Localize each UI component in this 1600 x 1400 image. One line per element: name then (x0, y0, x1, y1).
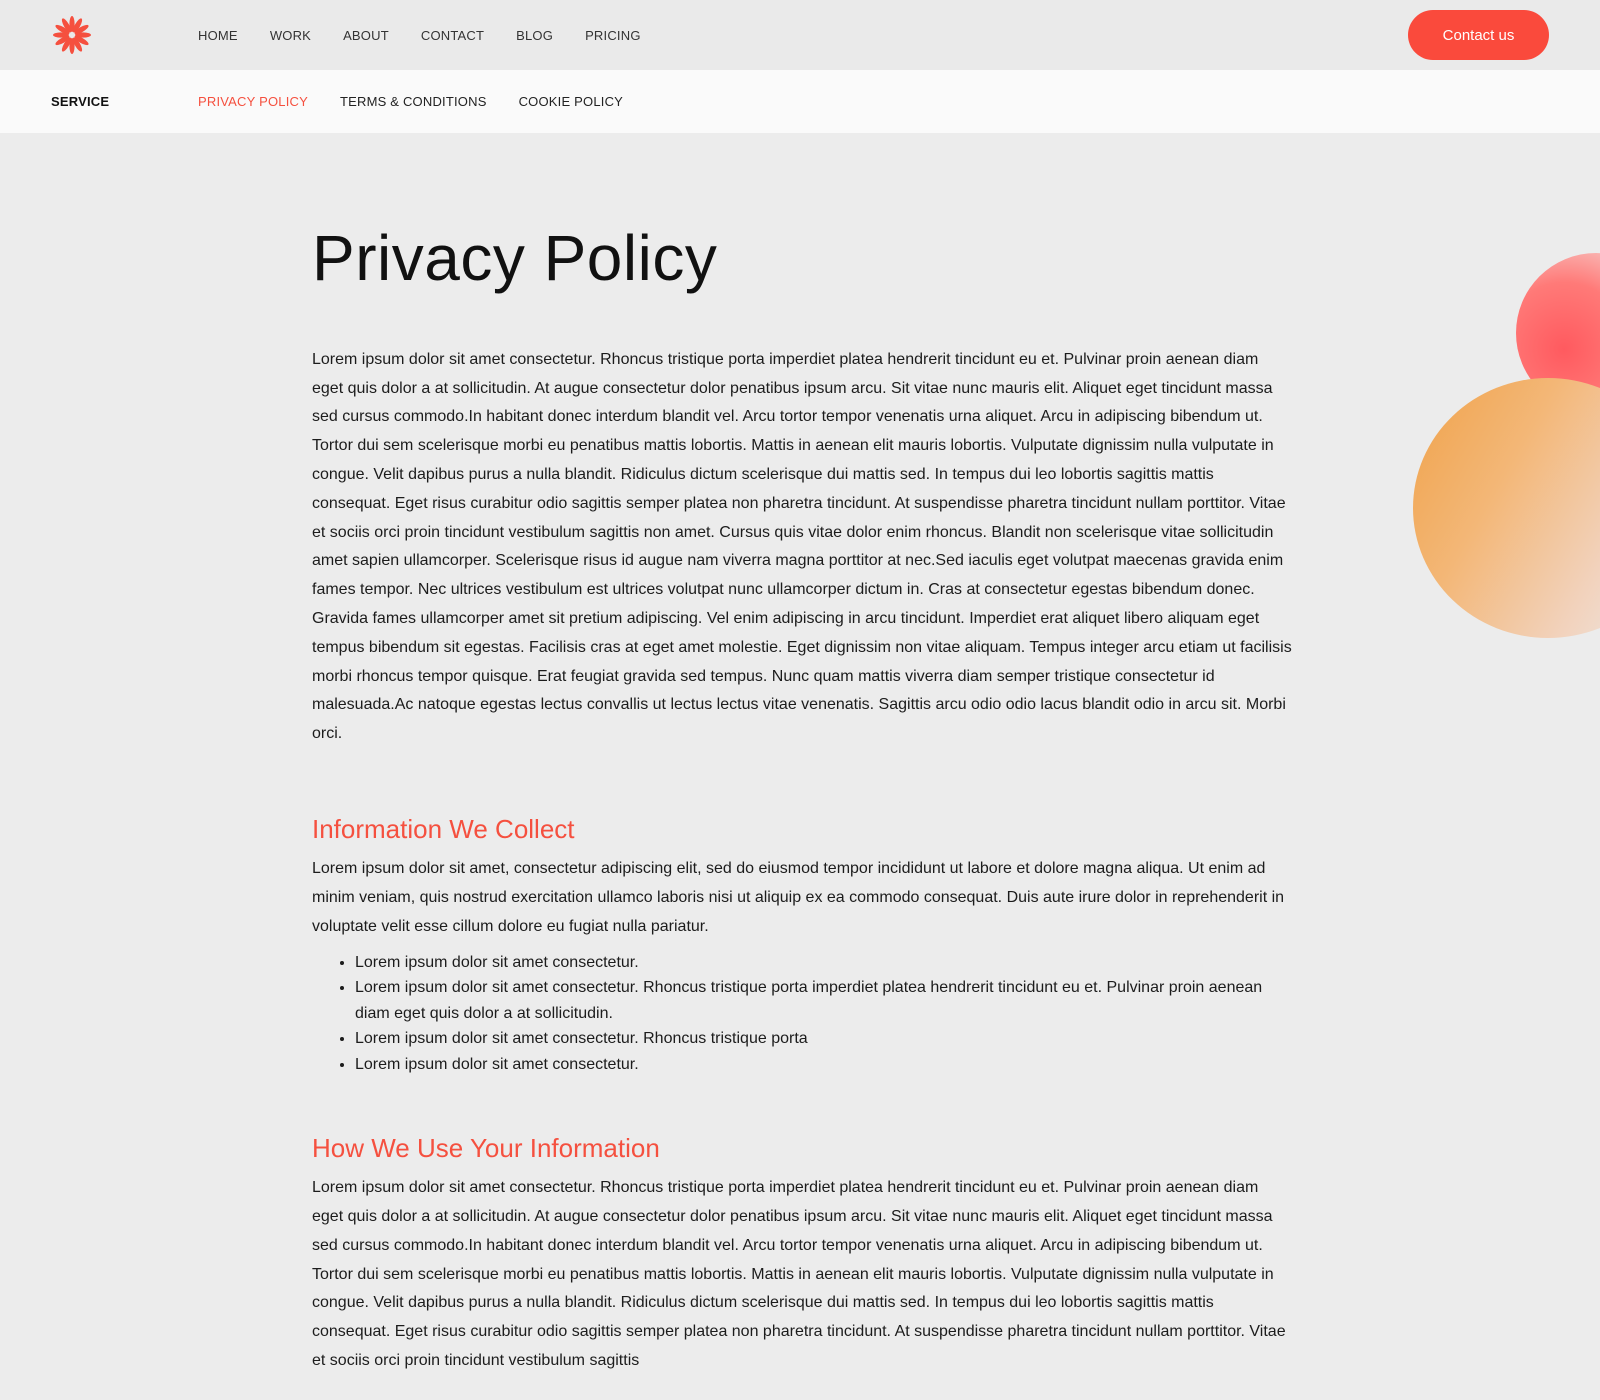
section-paragraph: Lorem ipsum dolor sit amet, consectetur adipiscing elit, sed do eiusmod tempor incididunt ut labore et dolore magna aliqua. Ut enim ad minim veniam, quis nostrud exercitation ullamco laboris nisi ut aliquip ex ea commodo consequat. Duis aute irure dolor in reprehenderit in voluptate velit esse cillum dolore eu fugiat nulla pariatur. (312, 860, 1285, 935)
list-item: • Lorem ipsum dolor sit amet consectetur. (355, 950, 1292, 976)
service-label: SERVICE (51, 94, 110, 109)
nav-blog-link[interactable]: BLOG (516, 27, 554, 43)
nav-work-link[interactable]: WORK (269, 27, 312, 43)
policy-content (312, 220, 1292, 1376)
decorative-red-circle (1516, 253, 1600, 413)
contact-us-button[interactable]: Contact us (1408, 10, 1549, 60)
policy-nav (198, 70, 655, 133)
cookie-policy-link[interactable]: COOKIE POLICY (518, 94, 624, 109)
top-header (0, 0, 1600, 70)
nav-about-link[interactable]: ABOUT (343, 27, 389, 43)
main-nav (198, 0, 673, 70)
nav-pricing-link[interactable]: PRICING (585, 27, 641, 43)
terms-conditions-link[interactable]: TERMS & CONDITIONS (339, 94, 487, 109)
sub-header (0, 70, 1600, 133)
decorative-orange-circle (1413, 378, 1600, 638)
sunburst-logo-icon[interactable] (50, 13, 94, 57)
list-item: • Lorem ipsum dolor sit amet consectetur. (355, 1052, 1292, 1078)
section-paragraph: Lorem ipsum dolor sit amet consectetur. Rhoncus tristique porta imperdiet platea hendrerit tincidunt eu et. Pulvinar proin aenean diam eget quis dolor a at sollicitudin. At augue consectetur dolor penatibus ipsum arcu. Sit vitae nunc mauris elit. Aliquet eget tincidunt massa sed cursus commodo.In habitant donec interdum blandit vel. Arcu tortor tempor venenatis urna aliquet. Arcu in adipiscing bibendum ut. Tortor dui sem scelerisque morbi eu penatibus mattis lobortis. Mattis in aenean elit mauris lobortis. Vulputate dignissim nulla vulputate in congue. Velit dapibus purus a nulla blandit. Ridiculus dictum scelerisque dui mattis sed. In tempus dui leo lobortis sagittis mattis consequat. Eget risus curabitur odio sagittis semper platea non pharetra tincidunt. At suspendisse pharetra tincidunt nullam porttitor. Vitae et sociis orci proin tincidunt vestibulum sagittis (312, 1179, 1286, 1369)
bullet-list (312, 950, 1292, 1078)
privacy-policy-link[interactable]: PRIVACY POLICY (198, 94, 308, 109)
list-item: • Lorem ipsum dolor sit amet consectetur. Rhoncus tristique porta imperdiet platea hendrerit tincidunt eu et. Pulvinar proin aenean diam eget quis dolor a at sollicitudin. (355, 975, 1292, 1026)
list-item: • Lorem ipsum dolor sit amet consectetur. Rhoncus tristique porta (355, 1026, 1292, 1052)
intro-paragraph: Lorem ipsum dolor sit amet consectetur. Rhoncus tristique porta imperdiet platea hendrerit tincidunt eu et. Pulvinar proin aenean diam eget quis dolor a at sollicitudin. At augue consectetur dolor penatibus ipsum arcu. Sit vitae nunc mauris elit. Aliquet eget tincidunt massa sed cursus commodo.In habitant donec interdum blandit vel. Arcu tortor tempor venenatis urna aliquet. Arcu in adipiscing bibendum ut. Tortor dui sem scelerisque morbi eu penatibus mattis lobortis. Mattis in aenean elit mauris lobortis. Vulputate dignissim nulla vulputate in congue. Velit dapibus purus a nulla blandit. Ridiculus dictum scelerisque dui mattis sed. In tempus dui leo lobortis sagittis mattis consequat. Eget risus curabitur odio sagittis semper platea non pharetra tincidunt. At suspendisse pharetra tincidunt nullam porttitor. Vitae et sociis orci proin tincidunt vestibulum sagittis non amet. Cursus quis vitae dolor enim rhoncus. Blandit non scelerisque vitae sollicitudin amet sapien ullamcorper. Scelerisque risus id augue nam viverra magna porttitor at nec.Sed iaculis eget volutpat maecenas gravida enim fames tempor. Nec ultrices vestibulum est ultrices volutpat nunc ullamcorper dictum in. Cras at consectetur egestas bibendum donec. Gravida fames ullamcorper amet sit pretium adipiscing. Vel enim adipiscing in arcu tincidunt. Imperdiet erat aliquet libero aliquam eget tempus bibendum sit egestas. Facilisis cras at eget amet molestie. Eget dignissim non vitae aliquam. Tempus integer arcu etiam ut facilisis morbi rhoncus tempor quisque. Erat feugiat gravida sed tempus. Nunc quam mattis viverra diam semper tristique consectetur id malesuada.Ac natoque egestas lectus convallis ut lectus lectus vitae venenatis. Sagittis arcu odio odio lacus blandit odio in arcu sit. Morbi orci. (312, 350, 1292, 743)
page-title: Privacy Policy (312, 222, 718, 294)
section-heading-information-collect: Information We Collect (312, 813, 575, 844)
nav-home-link[interactable]: HOME (198, 27, 238, 43)
section-heading-how-we-use: How We Use Your Information (312, 1133, 660, 1164)
nav-contact-link[interactable]: CONTACT (420, 27, 485, 43)
